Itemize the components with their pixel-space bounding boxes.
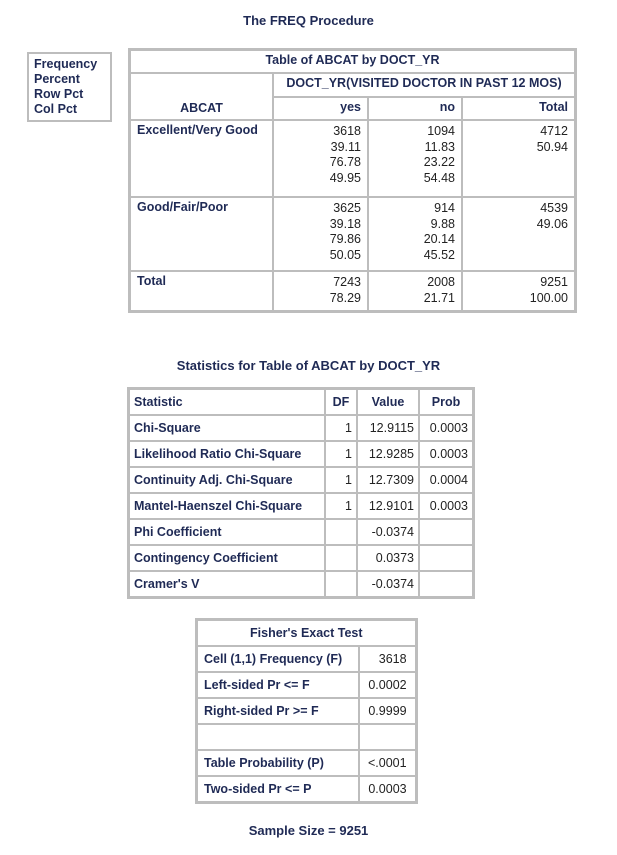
fisher-label: Left-sided Pr <= F <box>197 672 359 698</box>
legend-frequency: Frequency <box>34 57 98 71</box>
table-row <box>130 197 575 271</box>
row-label: Total <box>130 271 273 311</box>
stat-df: 1 <box>325 467 357 493</box>
table-row <box>129 415 473 441</box>
stats-table <box>127 387 475 599</box>
fisher-label: Cell (1,1) Frequency (F) <box>197 646 359 672</box>
legend-percent: Percent <box>34 72 80 86</box>
fisher-table <box>195 618 418 804</box>
table-row <box>197 672 416 698</box>
header-prob: Prob <box>419 389 473 415</box>
fisher-value <box>359 724 416 750</box>
fisher-label: Two-sided Pr <= P <box>197 776 359 802</box>
stat-df <box>325 545 357 571</box>
stat-df: 1 <box>325 493 357 519</box>
table-row <box>129 441 473 467</box>
table-row <box>197 750 416 776</box>
stat-prob: 0.0003 <box>419 493 473 519</box>
stat-value: 12.9115 <box>357 415 419 441</box>
fisher-value: 3618 <box>359 646 416 672</box>
table-row <box>129 571 473 597</box>
stat-name: Mantel-Haenszel Chi-Square <box>129 493 325 519</box>
stat-name: Contingency Coefficient <box>129 545 325 571</box>
col-header-total: Total <box>462 97 575 120</box>
table-row <box>129 493 473 519</box>
cell-total: 4712 50.94 <box>462 120 575 197</box>
crosstab-table <box>128 48 577 313</box>
stat-df: 1 <box>325 441 357 467</box>
table-row <box>130 120 575 197</box>
stat-prob: 0.0003 <box>419 441 473 467</box>
row-var-header: ABCAT <box>130 73 273 120</box>
fisher-value: 0.0003 <box>359 776 416 802</box>
fisher-label <box>197 724 359 750</box>
stat-name: Continuity Adj. Chi-Square <box>129 467 325 493</box>
cell-yes: 7243 78.29 <box>273 271 368 311</box>
stat-prob <box>419 519 473 545</box>
row-label: Excellent/Very Good <box>130 120 273 197</box>
stats-title: Statistics for Table of ABCAT by DOCT_YR <box>176 358 441 373</box>
cell-total: 4539 49.06 <box>462 197 575 271</box>
table-row-blank <box>197 724 416 750</box>
stat-df: 1 <box>325 415 357 441</box>
cell-yes: 3625 39.18 79.86 50.05 <box>273 197 368 271</box>
cell-no: 914 9.88 20.14 45.52 <box>368 197 462 271</box>
cell-no: 1094 11.83 23.22 54.48 <box>368 120 462 197</box>
stat-name: Cramer's V <box>129 571 325 597</box>
fisher-title: Fisher's Exact Test <box>197 620 416 646</box>
stat-prob <box>419 571 473 597</box>
table-row <box>129 467 473 493</box>
stat-prob: 0.0003 <box>419 415 473 441</box>
stat-value: -0.0374 <box>357 571 419 597</box>
cell-yes: 3618 39.11 76.78 49.95 <box>273 120 368 197</box>
fisher-value: 0.0002 <box>359 672 416 698</box>
crosstab-title: Table of ABCAT by DOCT_YR <box>130 50 575 73</box>
stat-value: 0.0373 <box>357 545 419 571</box>
stat-prob <box>419 545 473 571</box>
header-df: DF <box>325 389 357 415</box>
procedure-title: The FREQ Procedure <box>243 13 374 28</box>
stat-df <box>325 571 357 597</box>
fisher-label: Right-sided Pr >= F <box>197 698 359 724</box>
table-row <box>197 698 416 724</box>
stat-value: 12.7309 <box>357 467 419 493</box>
stat-value: -0.0374 <box>357 519 419 545</box>
col-header-no: no <box>368 97 462 120</box>
table-row <box>129 545 473 571</box>
legend-row-pct: Row Pct <box>34 87 84 101</box>
sample-size: Sample Size = 9251 <box>248 823 369 838</box>
stat-name: Chi-Square <box>129 415 325 441</box>
table-row <box>197 646 416 672</box>
stat-prob: 0.0004 <box>419 467 473 493</box>
stat-value: 12.9101 <box>357 493 419 519</box>
header-value: Value <box>357 389 419 415</box>
legend-col-pct: Col Pct <box>34 102 78 116</box>
table-row <box>129 519 473 545</box>
fisher-value: 0.9999 <box>359 698 416 724</box>
header-statistic: Statistic <box>129 389 325 415</box>
col-var-header: DOCT_YR(VISITED DOCTOR IN PAST 12 MOS) <box>273 73 575 97</box>
row-label: Good/Fair/Poor <box>130 197 273 271</box>
cell-legend <box>27 52 112 122</box>
fisher-value: <.0001 <box>359 750 416 776</box>
stat-name: Phi Coefficient <box>129 519 325 545</box>
table-row <box>197 776 416 802</box>
cell-no: 2008 21.71 <box>368 271 462 311</box>
col-header-yes: yes <box>273 97 368 120</box>
stat-value: 12.9285 <box>357 441 419 467</box>
cell-total: 9251 100.00 <box>462 271 575 311</box>
fisher-label: Table Probability (P) <box>197 750 359 776</box>
table-row-total <box>130 271 575 311</box>
stat-name: Likelihood Ratio Chi-Square <box>129 441 325 467</box>
stat-df <box>325 519 357 545</box>
